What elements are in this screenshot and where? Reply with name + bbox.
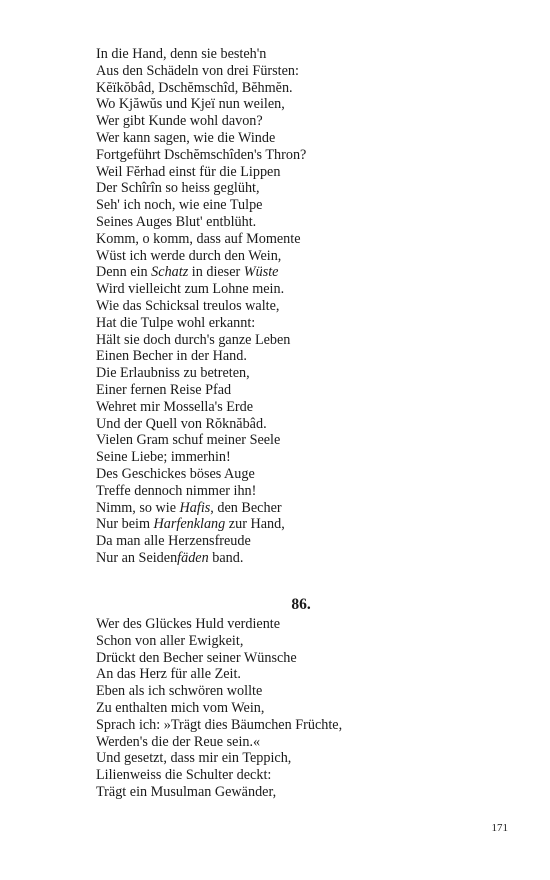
verse-text: Des Geschickes böses Auge <box>96 465 255 482</box>
verse-line <box>96 197 516 214</box>
verse-text: Wer des Glückes Huld verdiente <box>96 616 281 632</box>
verse-line <box>96 63 516 80</box>
verse-line <box>96 332 516 349</box>
verse-text: Aus den Schädeln von drei Fürsten: <box>96 62 299 79</box>
verse-line <box>96 96 516 113</box>
verse-line <box>96 633 516 650</box>
verse-text: Hält sie doch durch's ganze Leben <box>96 331 291 348</box>
verse-line <box>96 767 516 784</box>
italic-text: Harfenklang <box>153 516 226 533</box>
verse-text: Lilienweiss die Schulter deckt: <box>96 767 272 784</box>
verse-line <box>96 298 516 315</box>
italic-text: fäden <box>177 549 209 566</box>
verse-text: Wird vielleicht zum Lohne mein. <box>96 281 285 298</box>
verse-line <box>96 130 516 147</box>
verse-line <box>96 666 516 683</box>
verse-text: Werden's die der Reue sein.« <box>96 733 261 750</box>
verse-line <box>96 734 516 751</box>
verse-line <box>96 382 516 399</box>
verse-text: Und der Quell von Rŏknăbâd. <box>96 415 267 432</box>
verse-line <box>96 281 516 298</box>
verse-line <box>96 516 516 533</box>
verse-line <box>96 500 516 517</box>
verse-line <box>96 466 516 483</box>
verse-line <box>96 483 516 500</box>
verse-text: band. <box>208 549 244 566</box>
verse-line <box>96 432 516 449</box>
verse-text: Wüst ich werde durch den Wein, <box>96 247 282 264</box>
verse-text: Wer gibt Kunde wohl davon? <box>96 113 263 130</box>
verse-line <box>96 214 516 231</box>
verse-line <box>96 348 516 365</box>
verse-line <box>96 180 516 197</box>
verse-line <box>96 264 516 281</box>
verse-text: Weil Fĕrhad einst für die Lippen <box>96 163 281 180</box>
stanza-continuation <box>96 46 516 567</box>
verse-line <box>96 113 516 130</box>
verse-text: Die Erlaubniss zu betreten, <box>96 365 250 382</box>
verse-text: Wehret mir Mossella's Erde <box>96 398 254 415</box>
verse-text: Seine Liebe; immerhin! <box>96 449 231 466</box>
verse-text: Drückt den Becher seiner Wünsche <box>96 649 297 666</box>
verse-text: Denn ein <box>96 264 152 281</box>
verse-line <box>96 533 516 550</box>
italic-text: Hafis <box>179 499 211 516</box>
verse-text: Nur beim <box>96 516 154 533</box>
poem-86-text <box>96 616 516 801</box>
verse-text: Eben als ich schwören wollte <box>96 683 263 700</box>
verse-text: , den Becher <box>210 499 282 516</box>
verse-text: Sprach ich: »Trägt dies Bäumchen Früchte, <box>96 716 343 733</box>
verse-line <box>96 550 516 567</box>
verse-text: Hat die Tulpe wohl erkannt: <box>96 314 256 331</box>
verse-text: Seines Auges Blut' entblüht. <box>96 213 257 230</box>
verse-line <box>96 750 516 767</box>
verse-text: Nur an Seiden <box>96 549 178 566</box>
verse-text: Einer fernen Reise Pfad <box>96 381 232 398</box>
verse-line <box>96 449 516 466</box>
verse-line <box>96 46 516 63</box>
verse-line <box>96 416 516 433</box>
verse-text: Zu enthalten mich vom Wein, <box>96 699 265 716</box>
verse-line <box>96 616 516 633</box>
verse-text: Seh' ich noch, wie eine Tulpe <box>96 197 263 214</box>
verse-text: Trägt ein Musulman Gewänder, <box>96 783 277 800</box>
verse-line <box>96 683 516 700</box>
verse-text: in dieser <box>188 264 244 281</box>
verse-text: Treffe dennoch nimmer ihn! <box>96 482 257 499</box>
page-number: 171 <box>491 822 508 834</box>
verse-line <box>96 700 516 717</box>
verse-text: Und gesetzt, dass mir ein Teppich, <box>96 750 292 767</box>
verse-text: Da man alle Herzensfreude <box>96 533 251 550</box>
verse-text: Fortgeführt Dschĕmschîden's Thron? <box>96 146 307 163</box>
italic-text: Schatz <box>151 264 189 281</box>
verse-text: Wer kann sagen, wie die Winde <box>96 129 276 146</box>
verse-text: Vielen Gram schuf meiner Seele <box>96 432 281 449</box>
verse-text: zur Hand, <box>225 516 285 533</box>
poem-number: 86. <box>291 596 311 613</box>
verse-text: Einen Becher in der Hand. <box>96 348 247 365</box>
verse-text: Schon von aller Ewigkeit, <box>96 632 244 649</box>
verse-text: Wo Kjăwŭs und Kjeï nun weilen, <box>96 96 285 113</box>
verse-line <box>96 784 516 801</box>
verse-line <box>96 147 516 164</box>
verse-line <box>96 717 516 734</box>
verse-line <box>96 315 516 332</box>
verse-text: Wie das Schicksal treulos walte, <box>96 297 280 314</box>
italic-text: Wüste <box>243 264 279 281</box>
verse-text: Nimm, so wie <box>96 499 180 516</box>
verse-line <box>96 365 516 382</box>
verse-text: Der Schîrîn so heiss geglüht, <box>96 180 260 197</box>
verse-line <box>96 248 516 265</box>
verse-line <box>96 231 516 248</box>
verse-line <box>96 80 516 97</box>
poem-number-heading <box>0 596 550 614</box>
verse-text: In die Hand, denn sie besteh'n <box>96 46 267 62</box>
verse-text: An das Herz für alle Zeit. <box>96 666 241 683</box>
verse-line <box>96 650 516 667</box>
verse-text: Kĕïkŏbâd, Dschĕmschîd, Bĕhmĕn. <box>96 79 293 96</box>
verse-text: Komm, o komm, dass auf Momente <box>96 230 301 247</box>
verse-line <box>96 164 516 181</box>
verse-line <box>96 399 516 416</box>
